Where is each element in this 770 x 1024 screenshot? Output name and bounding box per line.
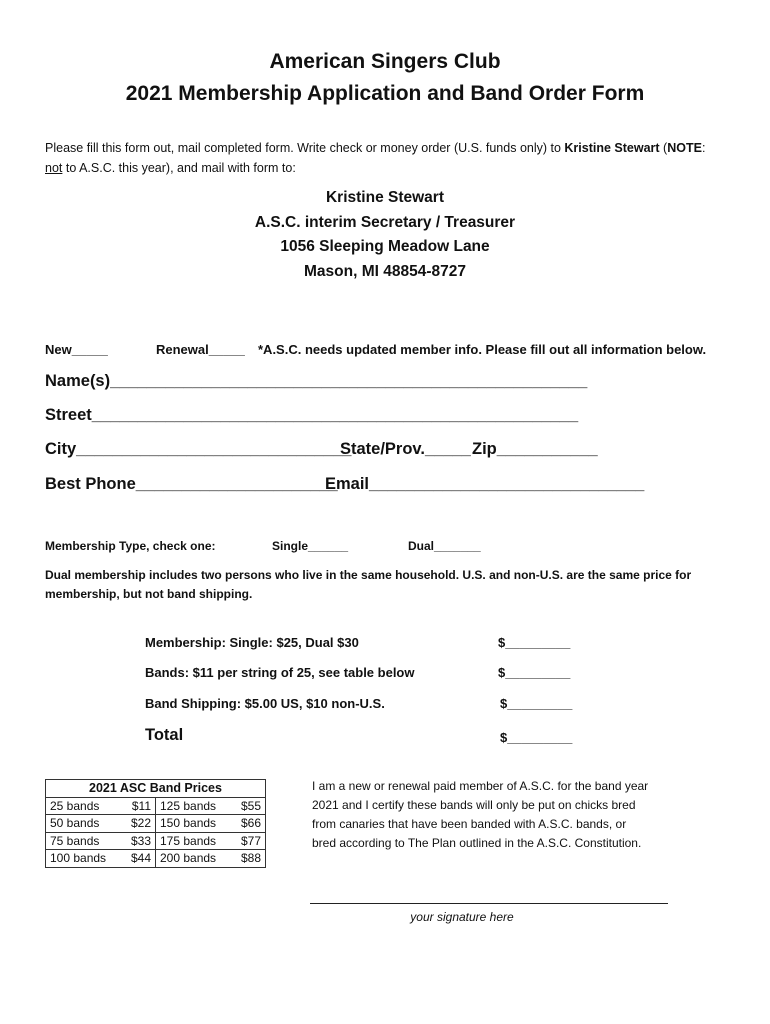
table-row	[46, 832, 266, 850]
certification-text: I am a new or renewal paid member of A.S.C. for the band year 2021 and I certify these bands will only be put on chicks bred from canaries that have been banded with A.S.C. bands, or bred according to The Plan outlined in the A.S.C. Constitution.	[312, 779, 649, 850]
address-street: 1056 Sleeping Meadow Lane	[280, 238, 490, 255]
single-option-field[interactable]: Single______	[272, 539, 349, 553]
fee-bands-label: Bands: $11 per string of 25, see table below	[145, 665, 415, 680]
price-cell: $88	[240, 851, 261, 866]
intro-text-1: Please fill this form out, mail completed form. Write check or money order (U.S. funds only) to	[45, 141, 565, 155]
price-cell: $77	[240, 833, 261, 848]
table-row	[46, 815, 266, 833]
intro-note-label: NOTE	[667, 141, 702, 155]
price-cell: $22	[130, 816, 151, 831]
dual-option-field[interactable]: Dual_______	[408, 539, 481, 553]
price-cell: $44	[130, 851, 151, 866]
street-field[interactable]: Street_____________________________________________________	[45, 406, 579, 424]
address-city: Mason, MI 48854-8727	[304, 262, 466, 280]
qty-cell: 100 bands	[50, 851, 107, 866]
renewal-checkbox-field[interactable]: Renewal_____	[156, 342, 245, 357]
new-checkbox-field[interactable]: New_____	[45, 342, 108, 357]
qty-cell: 125 bands	[160, 798, 217, 813]
fee-membership-amount[interactable]: $_________	[498, 635, 571, 650]
fee-shipping-label: Band Shipping: $5.00 US, $10 non-U.S.	[145, 696, 385, 711]
page-title: American Singers Club	[269, 50, 501, 73]
qty-cell: 50 bands	[50, 816, 100, 831]
state-field[interactable]: State/Prov._____	[340, 440, 471, 458]
phone-field[interactable]: Best Phone______________________	[45, 475, 338, 493]
price-table-title: 2021 ASC Band Prices	[46, 780, 266, 798]
address-name: Kristine Stewart	[325, 189, 444, 206]
price-cell: $11	[131, 798, 151, 813]
fee-membership-label: Membership: Single: $25, Dual $30	[145, 635, 359, 650]
fee-bands-amount[interactable]: $_________	[498, 665, 571, 680]
intro-not-word: not	[45, 161, 63, 175]
address-role: A.S.C. interim Secretary / Treasurer	[254, 213, 516, 231]
zip-field[interactable]: Zip___________	[472, 440, 598, 458]
page-subtitle: 2021 Membership Application and Band Order Form	[125, 82, 645, 105]
qty-cell: 25 bands	[50, 798, 100, 813]
intro-text-3: :	[701, 141, 706, 155]
band-price-table	[45, 779, 266, 868]
qty-cell: 150 bands	[160, 816, 217, 831]
intro-text-2: (	[659, 141, 668, 155]
signature-line[interactable]	[310, 903, 668, 904]
price-cell: $66	[240, 816, 261, 831]
fee-shipping-amount[interactable]: $_________	[500, 696, 573, 711]
total-amount[interactable]: $_________	[500, 730, 573, 745]
mailing-address	[0, 186, 770, 284]
table-row	[46, 797, 266, 815]
signature-caption: your signature here	[410, 910, 514, 924]
price-cell: $33	[130, 833, 151, 848]
table-row	[46, 850, 266, 868]
member-info-note: *A.S.C. needs updated member info. Please fill out all information below.	[258, 342, 707, 357]
city-field[interactable]: City______________________________	[45, 440, 352, 458]
email-field[interactable]: Email______________________________	[325, 475, 645, 493]
qty-cell: 175 bands	[160, 833, 217, 848]
qty-cell: 75 bands	[50, 833, 100, 848]
intro-text-4: to A.S.C. this year), and mail with form to:	[62, 161, 296, 175]
membership-type-label: Membership Type, check one:	[45, 539, 216, 553]
names-field[interactable]: Name(s)____________________________________________________	[45, 372, 588, 390]
intro-payee: Kristine Stewart	[564, 141, 660, 155]
total-label: Total	[145, 726, 184, 744]
price-cell: $55	[240, 798, 261, 813]
dual-membership-note: Dual membership includes two persons who live in the same household. U.S. and non-U.S. are the same price for membership, but not band shipping.	[45, 568, 692, 601]
intro-paragraph	[45, 138, 735, 178]
qty-cell: 200 bands	[160, 851, 217, 866]
